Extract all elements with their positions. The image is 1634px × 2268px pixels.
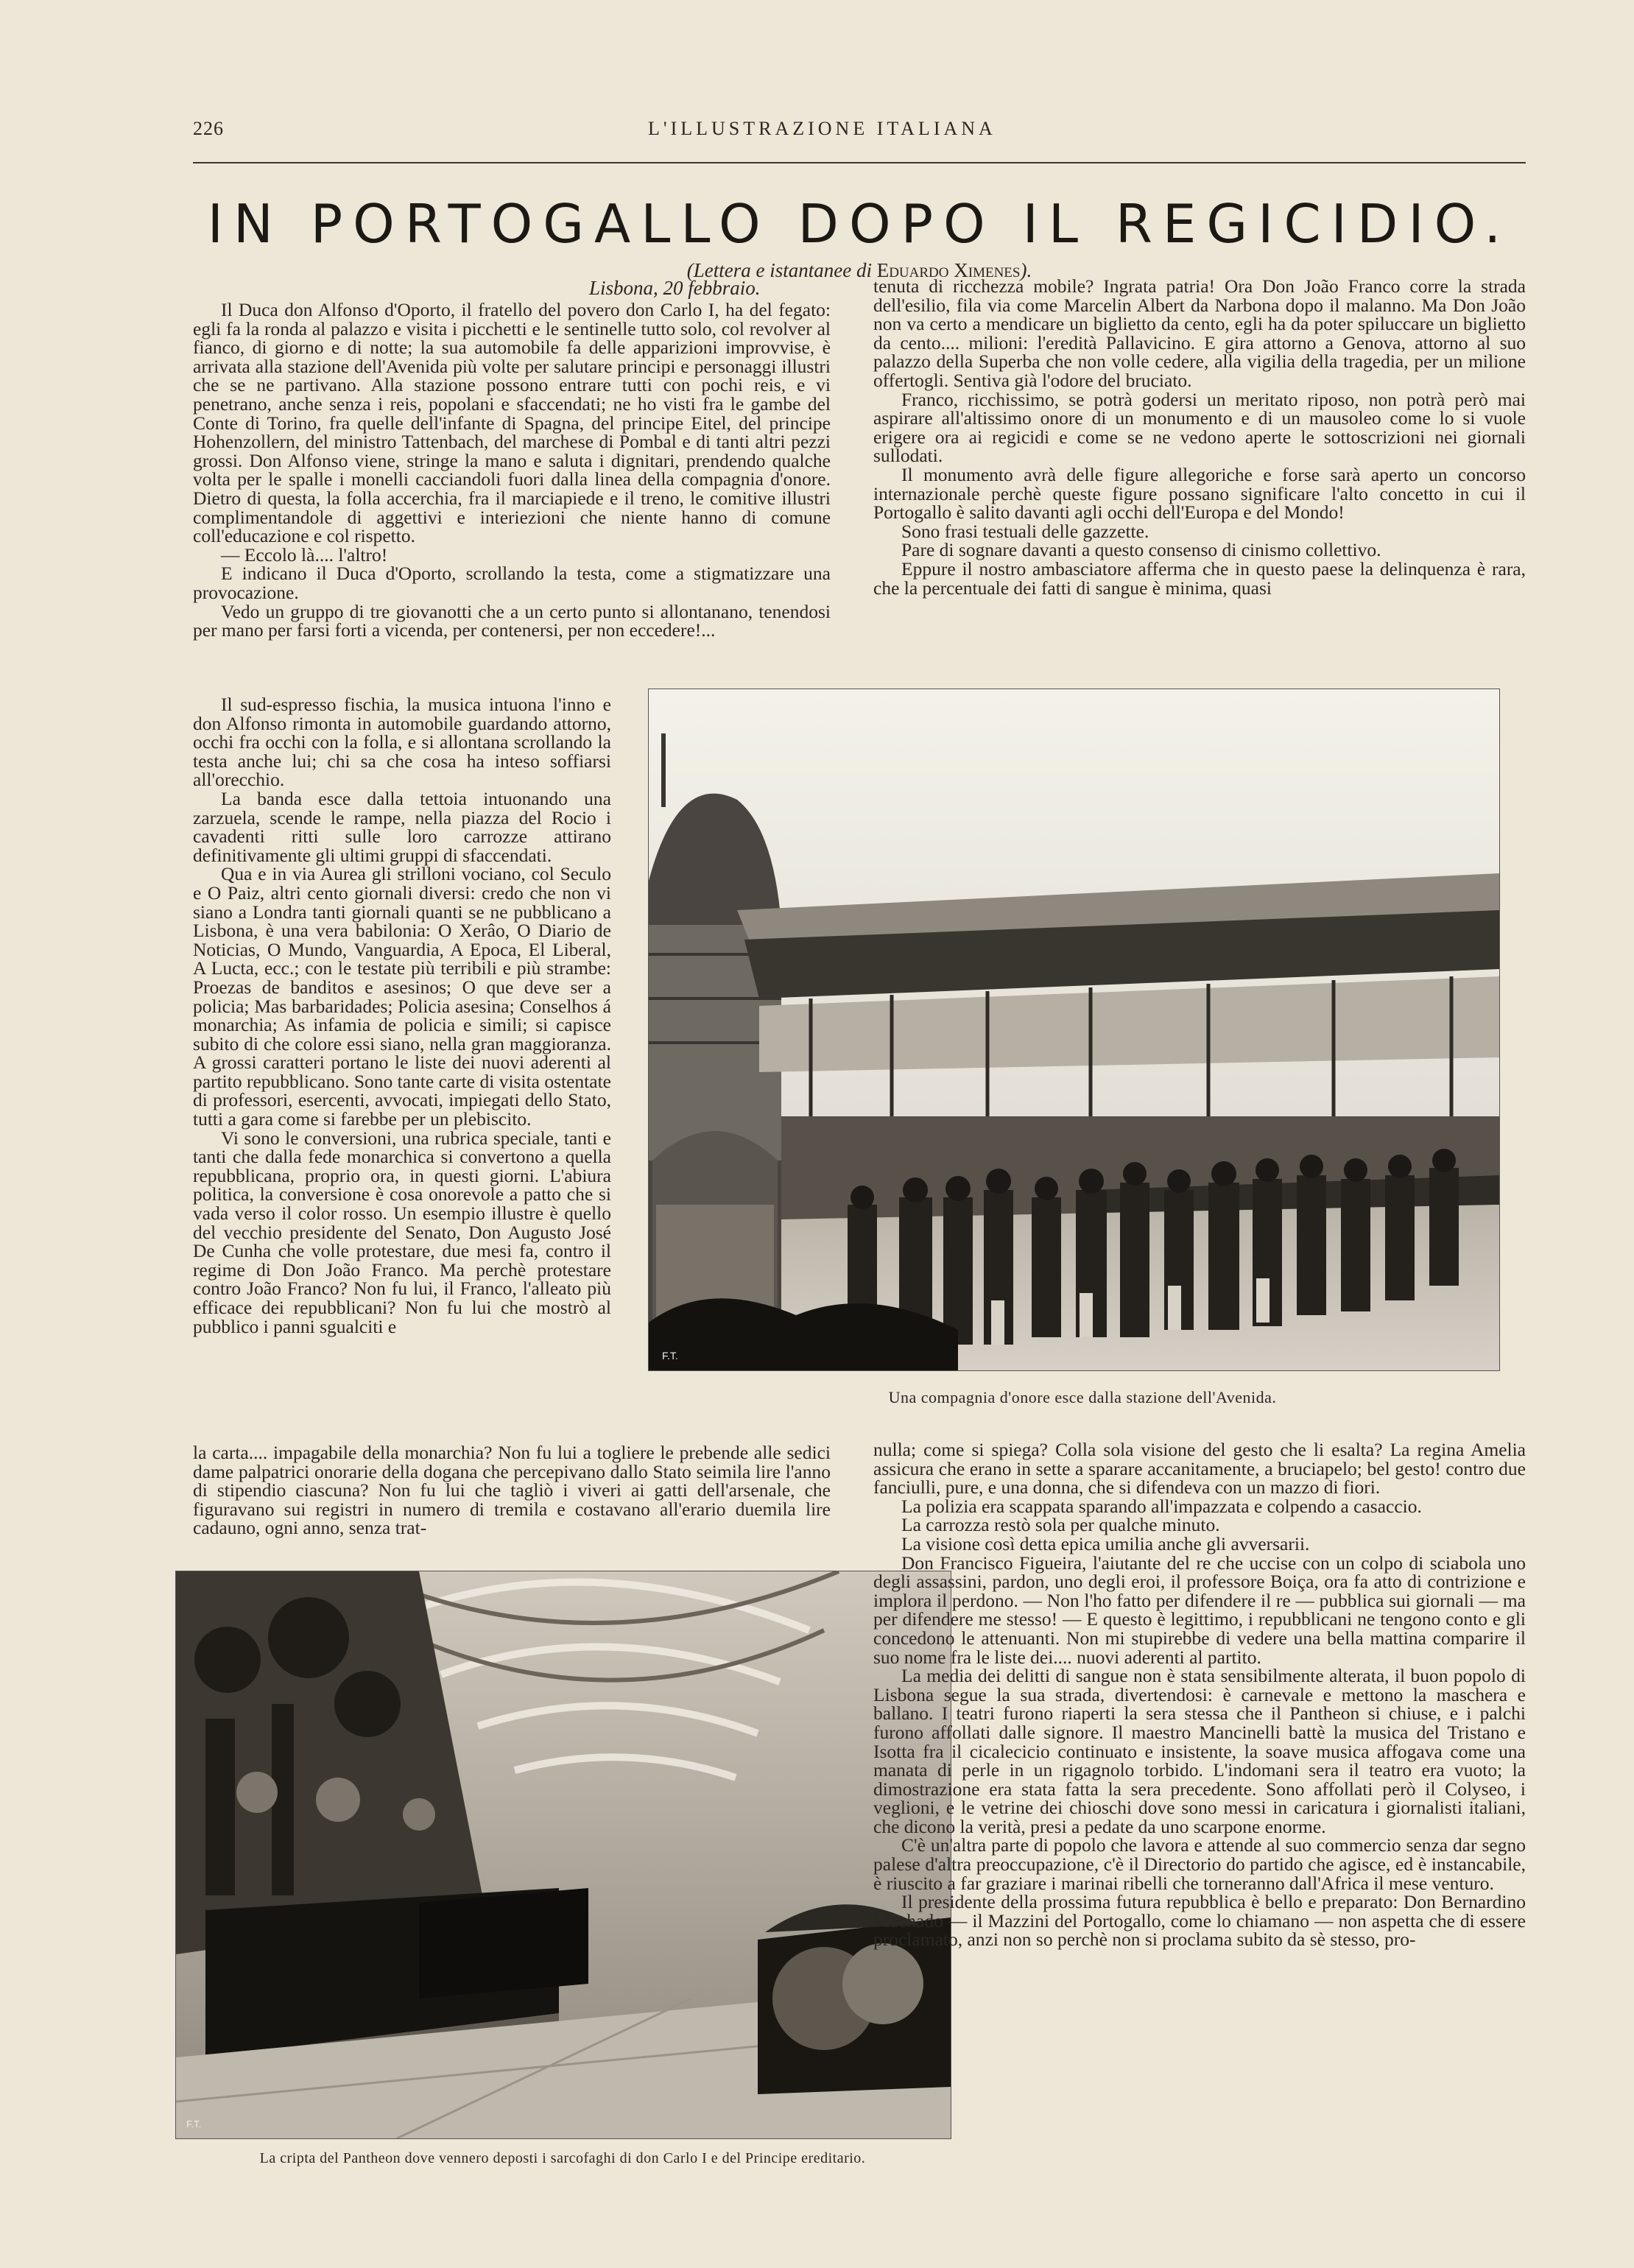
header-rule [193, 162, 1526, 163]
station-photo-initials: F.T. [662, 1350, 678, 1362]
paragraph: nulla; come si spiega? Colla sola visione del gesto che li esalta? La regina Amelia assicura che erano in sette a sparare accanitamente, a bruciapelo; bel gesto! contro due fanciulli, pure, e una donna, che si difendeva con un mazzo di fiori. [873, 1439, 1526, 1498]
paragraph: Sono frasi testuali delle gazzette. [901, 520, 1149, 542]
page-number: 226 [193, 118, 224, 139]
byline-suffix: ). [1020, 259, 1032, 281]
paragraph: Vi sono le conversioni, una rubrica speciale, tanti e tanti che dalla fede monarchica si convertono a quella repubblicana, proprio ora, in questi giorni. L'abiura politica, la conversione è cosa onorevole a patto che si vada verso il color rosso. Un esempio illustre è quello del vecchio presidente del Senato, Don Augusto José De Cunha che volle protestare, due mesi fa, contro il regime di Don João Franco. Ma perchè protestare contro João Franco? Non fu lui, il Franco, l'alleato più efficace dei repubblicani? Non fu lui che mostrò al pubblico i panni sgualciti e [193, 1127, 611, 1337]
paragraph: Qua e in via Aurea gli strilloni vociano, col Seculo e O Paiz, altri cento giornali diversi: credo che non vi siano a Londra tanti giornali quanti se ne pubblicano a Lisbona, è una vera babilonia: O Xerâo, O Diario de Noticias, O Mundo, Vanguardia, A Epoca, El Liberal, A Lucta, ecc.; con le testate più terribili e più strambe: Proezas de banditos e asesinos; O que deve ser a policia; Mas barbaridades; Policia asesina; Conselhos á monarchia; As infamia de policia e simili; si capisce subito di che colore essi siano, nella gran maggioranza. A grossi caratteri portano le liste dei nuovi aderenti al partito repubblicano. Sono tante carte di visita ostentate di professori, esercenti, avvocati, impiegati dello Stato, tutti a gara come si farebbe per un plebiscito. [193, 863, 611, 1130]
paragraph: Il sud-espresso fischia, la musica intuona l'inno e don Alfonso rimonta in automobile guardando attorno, occhi fra occhi con la folla, e si allontana scrollando la testa anche lui; chi sa che cosa ha inteso soffiarsi all'orecchio. [193, 694, 611, 791]
paragraph: Il monumento avrà delle figure allegoriche e forse sarà aperto un concorso internazionale perchè queste figure possano significare l'alto concetto in cui il Portogallo è salito davanti agli occhi dell'Europa e del Mondo! [873, 463, 1526, 524]
paragraph: Eppure il nostro ambasciatore afferma che in questo paese la delinquenza è rara, che la percentuale dei fatti di sangue è minima, quasi [873, 557, 1526, 599]
paragraph: La banda esce dalla tettoia intuonando una zarzuela, scende le rampe, nella piazza del Rocio i cavadenti ritti sulle loro carrozze attirano definitivamente gli ultimi gruppi di sfaccendati. [193, 787, 611, 866]
station-photograph [648, 688, 1500, 1371]
paragraph: la carta.... impagabile della monarchia? Non fu lui a togliere le prebende alle sedici dame palpatrici onorarie della dogana che percepivano dallo Stato seimila lire l'anno di stipendio ciascuna? Non fu lui che tagliò i viveri ai gatti dell'arsenale, che figuravano sui registri in numero di tremila e costavano all'erario duemila lire cadauno, ogni anno, senza trat- [193, 1442, 831, 1539]
narrow-column [193, 695, 611, 1336]
paragraph: La polizia era scappata sparando all'impazzata e colpendo a casaccio. [901, 1495, 1422, 1517]
paragraph: La visione così detta epica umilia anche gli avversarii. [901, 1532, 1310, 1554]
paragraph: Il presidente della prossima futura repubblica è bello e preparato: Don Bernardino Machado — il Mazzini del Portogallo, come lo chiamano — non aspetta che di essere proclamato, anzi non so perchè non si proclama subito da sè stesso, pro- [873, 1891, 1526, 1951]
journal-name: L'ILLUSTRAZIONE ITALIANA [648, 118, 996, 139]
right-bottom-column [873, 1440, 1526, 1949]
paragraph: tenuta di ricchezza mobile? Ingrata patria! Ora Don João Franco corre la strada dell'esilio, fila via come Marcelin Albert da Narbona dopo il malanno. Ma Don João non va certo a mendicare un biglietto da cento, egli ha da poter spiluccare un biglietto da cento.... milioni: l'eredità Pallavicino. E gira attorno a Genova, attorno al suo palazzo della Superba che non volle cedere, alla vigilia della tragedia, per un milione offertogli. Sentiva già l'odore del bruciato. [873, 275, 1526, 391]
crypt-photograph [175, 1571, 951, 2139]
paragraph: Vedo un gruppo di tre giovanotti che a un certo punto si allontanano, tenendosi per mano per farsi forti a vicenda, per contenersi, per non eccedere!... [193, 600, 831, 641]
crypt-photo-initials: F.T. [186, 2119, 202, 2130]
byline-prefix: (Lettera e istantanee di [686, 259, 877, 281]
paragraph: C'è un'altra parte di popolo che lavora e attende al suo commercio senza dar segno palese d'altra preoccupazione, c'è il Directorio do partido che agisce, ed è instancabile, è riuscito a far graziare i marinai ribelli che torneranno dall'Africa il mese venturo. [873, 1834, 1526, 1894]
byline-author: Eduardo Ximenes [876, 259, 1021, 281]
article-title: IN PORTOGALLO DOPO IL REGICIDIO. [207, 193, 1512, 255]
paragraph: Franco, ricchissimo, se potrà godersi un meritato riposo, non potrà però mai aspirare all'altissimo onore di un monumento e di un mausoleo come lo si vuole erigere ora ai regicidi e come se ne vedono aperte le sottoscrizioni nei giornali sullodati. [873, 388, 1526, 467]
left-bottom-column [193, 1443, 831, 1538]
station-caption: Una compagnia d'onore esce dalla stazione dell'Avenida. [888, 1388, 1277, 1406]
left-column [193, 300, 831, 640]
paragraph: La media dei delitti di sangue non è stata sensibilmente alterata, il buon popolo di Lisbona segue la sua strada, divertendosi: è carnevale e mettono la maschera e ballano. I teatri furono riaperti la sera stessa che il Pantheon si chiuse, e i palchi furono affollati dalle signore. Il maestro Mancinelli battè la musica del Tristano e Isotta fra il cicalecicio continuato e insistente, la soave musica affogava come una manata di perle in un rigagnolo torbido. L'indomani sera il teatro era vuoto; la dimostrazione era stata fatta la sera precedente. Sono affollati però il Colyseo, i veglioni, e le vetrine dei chioschi dove sono messi in caricatura i giornalisti italiani, che dicono la verità, presi a pedate da uno scarpone enorme. [873, 1665, 1526, 1837]
paragraph: La carrozza restò sola per qualche minuto. [901, 1514, 1220, 1536]
dateline: Lisbona, 20 febbraio. [589, 277, 761, 299]
paragraph: Pare di sognare davanti a questo consenso di cinismo collettivo. [901, 539, 1381, 561]
paragraph: — Eccolo là.... l'altro! [221, 543, 388, 566]
paragraph: Don Francisco Figueira, l'aiutante del re che uccise con un colpo di sciabola uno degli assassini, pardon, uno degli eroi, il professore Boiça, ora fa atto di contrizione e implora il perdono. — Non l'ho fatto per difendere il re — pubblica sui giornali — ma per difendere me stesso! — E questo è legittimo, i repubblicani ne tengono conto e gli concedono le attenuanti. Non mi stupirebbe di vedere una bella mattina comparire il suo nome fra le liste dei.... nuovi aderenti al partito. [873, 1552, 1526, 1668]
right-top-column [873, 277, 1526, 597]
paragraph: E indicano il Duca d'Oporto, scrollando la testa, come a stigmatizzare una provocazione. [193, 563, 831, 603]
paragraph: Il Duca don Alfonso d'Oporto, il fratello del povero don Carlo I, ha del fegato: egli fa la ronda al palazzo e visita i picchetti e le sentinelle tutto solo, col revolver al fianco, di giorno e di notte; la sua automobile fa delle apparizioni improvvise, è arrivata alla stazione dell'Avenida più volte per salutare principi e personaggi illustri che se ne partivano. Alla stazione possono entrare tutti con pochi reis, e vi penetrano, anche senza i reis, popolani e sfaccendati; ne ho visti fra le gambe del Conte di Torino, fra quelle dell'infante di Spagna, del principe Eitel, del principe Hohenzollern, del ministro Tattenbach, del marchese di Pombal e di tanti altri pezzi grossi. Don Alfonso viene, stringe la mano e saluta i dignitari, prendendo qualche volta per le spalle i monelli cacciandoli fuori dalla linea della compagnia d'onore. Dietro di questa, la folla accerchia, fra il marciapiede e il treno, le comitive illustri complimentandole di aggettivi e interiezioni che niente hanno di comune coll'educazione e col rispetto. [193, 299, 831, 547]
crypt-caption: La cripta del Pantheon dove vennero deposti i sarcofaghi di don Carlo I e del Principe ereditario. [259, 2150, 866, 2166]
